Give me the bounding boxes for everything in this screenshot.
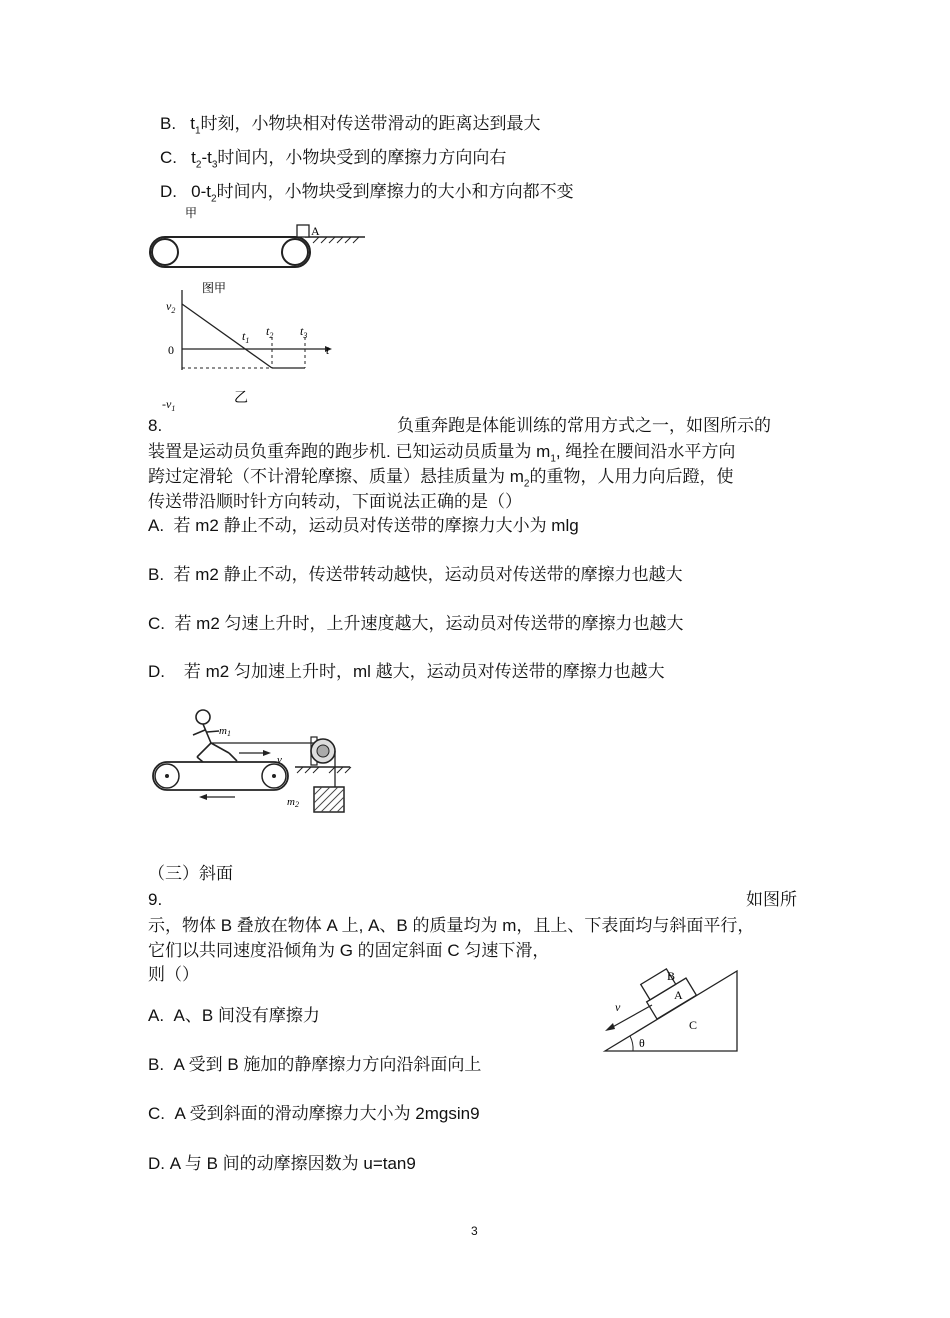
q8-option-c: C. 若 m2 匀速上升时，上升速度越大，运动员对传送带的摩擦力也越大 (148, 614, 684, 633)
q7-option-d: D. $0-t_2$时间内，小物块受到摩擦力的大小和方向都不变 (160, 182, 574, 205)
graph-origin: 0 (168, 343, 174, 357)
label-b: B (667, 969, 676, 983)
q8-option-a: A. 若 m2 静止不动，运动员对传送带的摩擦力大小为 mlg (148, 516, 579, 535)
v-label: v (277, 754, 282, 766)
q9-option-a: A. A、B 间没有摩擦力 (148, 1006, 320, 1025)
label-c: C (689, 1018, 698, 1032)
label-theta: θ (639, 1036, 645, 1050)
graph-caption: 乙 (234, 391, 248, 406)
graph-t3: $t_3$ (300, 324, 308, 340)
q7-option-c: C. $t_2-t_3$时间内，小物块受到的摩擦力方向向右 (160, 148, 507, 171)
page-number: 3 (471, 1224, 478, 1238)
q8-treadmill-figure (145, 705, 360, 820)
label-v: v (615, 1000, 621, 1014)
q8-option-d: D. 若 m2 匀加速上升时，ml 越大，运动员对传送带的摩擦力也越大 (148, 662, 665, 681)
q9-line4: 则（） (148, 965, 199, 984)
q7-conveyor-figure (145, 205, 375, 280)
q7-vt-graph (160, 282, 340, 414)
q7-top-caption: 甲 (185, 206, 198, 220)
q9-number: 9. (148, 890, 163, 909)
q8-line2: 装置是运动员负重奔跑的跑步机. 已知运动员质量为 $m_1$, 绳拴在腰间沿水平方向 (148, 442, 736, 465)
section-title: （三）斜面 (148, 864, 233, 883)
graph-t-axis: t (326, 343, 330, 357)
block-a (297, 225, 309, 237)
m1-label: m1 (219, 725, 231, 738)
graph-top-caption: 图甲 (202, 282, 227, 295)
graph-t1: $t_1$ (242, 329, 250, 345)
graph-y-bottom: $-v_1$ (162, 397, 176, 413)
q9-line2: 示，物体 B 叠放在物体 A 上, A、B 的质量均为 m，且上、下表面均与斜面平行， (148, 916, 755, 935)
block-a-label: A (311, 224, 320, 238)
q8-option-b: B. 若 m2 静止不动，传送带转动越快，运动员对传送带的摩擦力也越大 (148, 565, 683, 584)
q8-line1: 负重奔跑是体能训练的常用方式之一，如图所示的 (397, 416, 771, 435)
graph-y-top: $v_2$ (166, 299, 176, 315)
q7-option-b: B. $t_1$时刻，小物块相对传送带滑动的距离达到最大 (160, 114, 541, 137)
q8-line3: 跨过定滑轮（不计滑轮摩擦、质量）悬挂质量为 $m_2$的重物，人用力向后蹬，使 (148, 467, 734, 490)
label-a: A (674, 988, 683, 1002)
q9-incline-figure (597, 955, 747, 1055)
q9-option-b: B. A 受到 B 施加的静摩擦力方向沿斜面向上 (148, 1055, 482, 1074)
q8-line4: 传送带沿顺时针方向转动，下面说法正确的是（） (148, 492, 522, 511)
q9-line3: 它们以共同速度沿倾角为 G 的固定斜面 C 匀速下滑， (148, 941, 550, 960)
m2-label: m2 (287, 796, 299, 809)
q9-option-c: C. A 受到斜面的滑动摩擦力大小为 2mgsin9 (148, 1104, 480, 1123)
q8-number: 8. (148, 416, 163, 435)
q9-line1: 如图所 (746, 890, 797, 909)
q9-option-d: D. A 与 B 间的动摩擦因数为 u=tan9 (148, 1154, 416, 1173)
graph-t2: $t_2$ (266, 324, 274, 340)
